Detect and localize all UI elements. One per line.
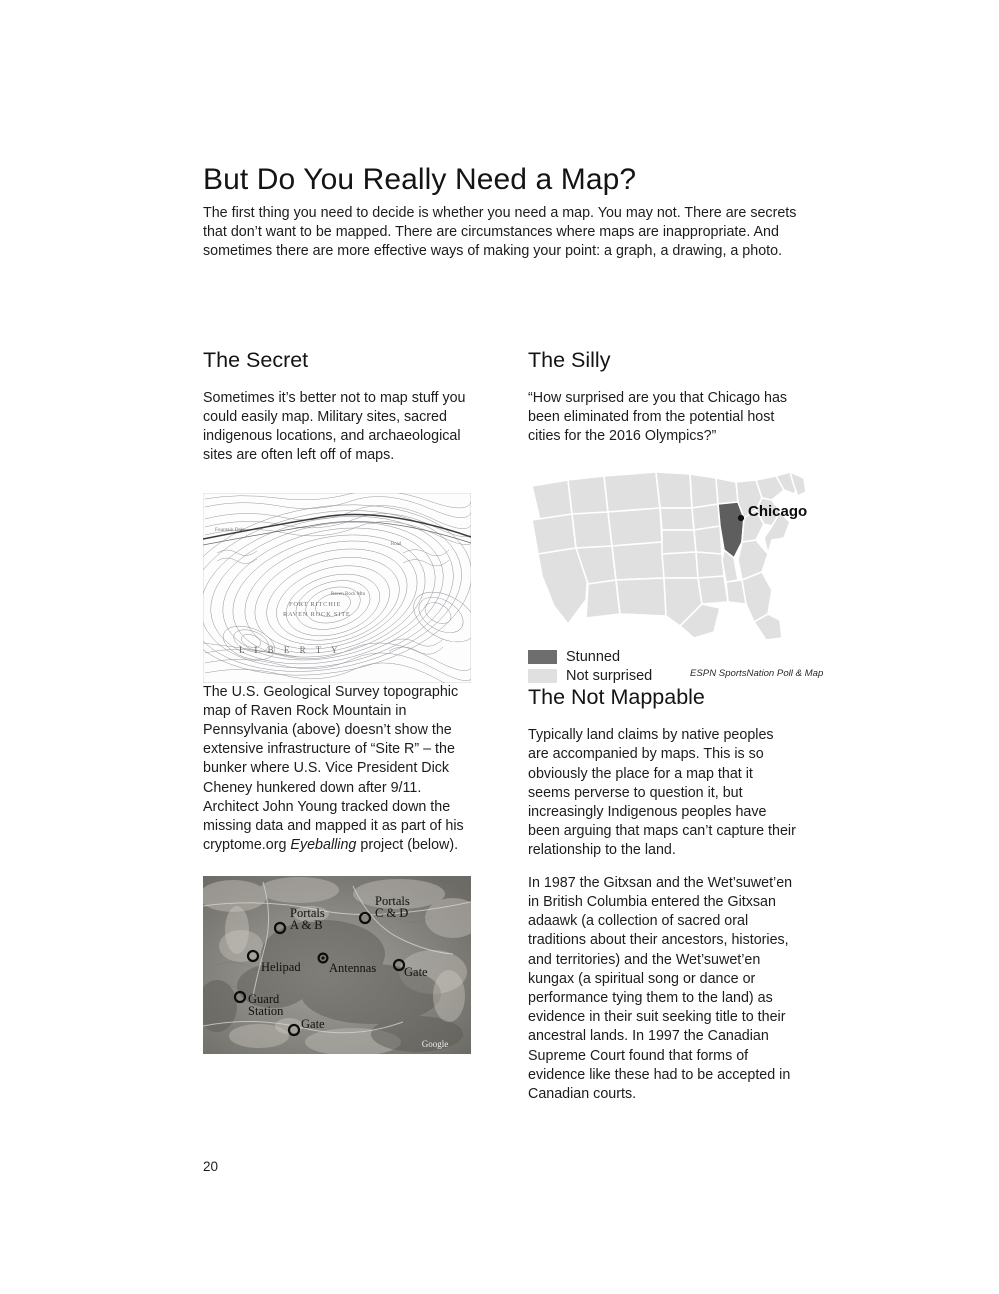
topo-label-fountain-dale: Fountain Dale <box>215 526 245 533</box>
state-idaho-north <box>568 476 608 514</box>
paragraph-the-secret: Sometimes it’s better not to map stuff you could easily map. Military sites, sacred indigenous locations, and archaeological sites are often left off of maps. <box>203 389 466 464</box>
sat-label-guard-line2: Station <box>248 1003 284 1018</box>
sat-label-gate-bottom: Gate <box>301 1016 325 1031</box>
paragraph-not-mappable-2: In 1987 the Gitxsan and the Wet’suwet’en in British Columbia entered the Gitxsan adaawk (a collection of sacred oral traditions about their ancestors, histories, and territories) and the Wet’suwet’en kungax (a spiritual song or dance or performance tying them to the land) as evidence in their suit seeking title to their ancestral lands. In 1997 the Canadian Supreme Court found that forms of evidence like these had to be accepted in Canadian courts. <box>528 874 793 1103</box>
page-header <box>203 163 803 261</box>
topo-label-raven-rock-mtn: Raven Rock Mtn <box>331 591 366 597</box>
state-montana <box>604 472 660 512</box>
legend-credit: ESPN SportsNation Poll & Map <box>690 668 824 680</box>
page-number: 20 <box>203 1159 219 1174</box>
state-nebraska <box>662 530 696 554</box>
paragraph-not-mappable-1: Typically land claims by native peoples are accompanied by maps. This is so obviously the place for a map that it seems perverse to question it, but increasingly Indigenous peoples have been arguing that maps can’t capture their relationship to the land. <box>528 727 796 859</box>
sat-label-antennas: Antennas <box>329 960 377 975</box>
sat-label-guard-line1: Guard <box>248 991 280 1006</box>
satellite-map-svg <box>203 876 471 1054</box>
sat-label-portals-cd-line1: Portals <box>375 893 410 908</box>
state-south-dakota <box>660 508 694 530</box>
caption-topographic-map <box>203 683 471 856</box>
sat-label-portals-ab-line2: A & B <box>290 917 323 932</box>
intro-paragraph: The first thing you need to decide is whether you need a map. You may not. There are secrets that don’t want to be mapped. There are circumstances where maps are inappropriate. And sometimes there are more effective ways of making your point: a graph, a drawing, a photo. <box>203 204 797 260</box>
topo-label-raven-rock-site: RAVEN ROCK SITE <box>283 610 351 618</box>
state-wisconsin <box>716 478 738 504</box>
google-watermark: Google <box>421 1038 449 1049</box>
paragraph-the-silly-quote: “How surprised are you that Chicago has been eliminated from the potential host cities for the 2016 Olympics?” <box>528 389 788 445</box>
sat-label-portals-ab-line1: Portals <box>290 905 325 920</box>
state-north-dakota <box>656 472 692 508</box>
marker-antennas-dot <box>321 956 324 959</box>
state-nevada <box>572 512 612 548</box>
sat-label-gate-right: Gate <box>404 964 428 979</box>
satellite-map-figure <box>203 876 471 1054</box>
caption-part-1: The U.S. Geological Survey topographic map of Raven Rock Mountain in Pennsylvania (above) doesn’t show the extensive infrastructure of “Site R” – the bunker where U.S. Vice President Dick Cheney hunkered down after 9/11. Architect John Young tracked down the missing data and mapped it as part of his cryptome.org <box>203 683 464 854</box>
state-new-mexico <box>616 578 666 616</box>
us-map-svg <box>528 468 810 643</box>
caption-part-2: project (below). <box>356 837 459 854</box>
state-wyoming <box>608 508 662 546</box>
state-colorado <box>612 542 664 580</box>
sat-label-helipad: Helipad <box>261 959 301 974</box>
topo-label-fort-ritchie: FORT RITCHIE <box>289 600 342 608</box>
right-column <box>528 348 824 1104</box>
left-column <box>203 348 471 1054</box>
legend-swatch-not-surprised <box>528 669 557 683</box>
heading-the-silly: The Silly <box>528 348 611 372</box>
state-washington <box>532 480 572 520</box>
state-arizona <box>586 580 620 618</box>
page-title: But Do You Really Need a Map? <box>203 163 637 196</box>
legend-item-stunned <box>528 647 810 666</box>
state-oregon <box>532 514 576 554</box>
topo-label-road: Road <box>391 541 402 547</box>
topo-label-liberty: L I B E R T Y <box>239 644 342 655</box>
map-legend <box>528 647 824 685</box>
topographic-map-svg <box>203 493 471 683</box>
state-louisiana-arkansas <box>698 576 728 604</box>
chicago-dot <box>738 515 744 521</box>
us-map-figure <box>528 468 810 643</box>
sat-label-portals-cd-line2: C & D <box>375 905 409 920</box>
topographic-map-figure <box>203 493 471 683</box>
state-missouri <box>694 526 722 554</box>
state-minnesota <box>690 474 718 508</box>
state-oklahoma <box>696 552 724 578</box>
legend-label-not-surprised: Not surprised <box>566 667 653 684</box>
state-kansas <box>662 552 698 578</box>
chicago-label: Chicago <box>748 503 808 521</box>
heading-the-secret: The Secret <box>203 348 309 372</box>
caption-italic-title: Eyeballing <box>290 837 357 854</box>
legend-label-stunned: Stunned <box>566 648 621 665</box>
legend-swatch-stunned <box>528 650 557 664</box>
heading-the-not-mappable: The Not Mappable <box>528 685 705 710</box>
